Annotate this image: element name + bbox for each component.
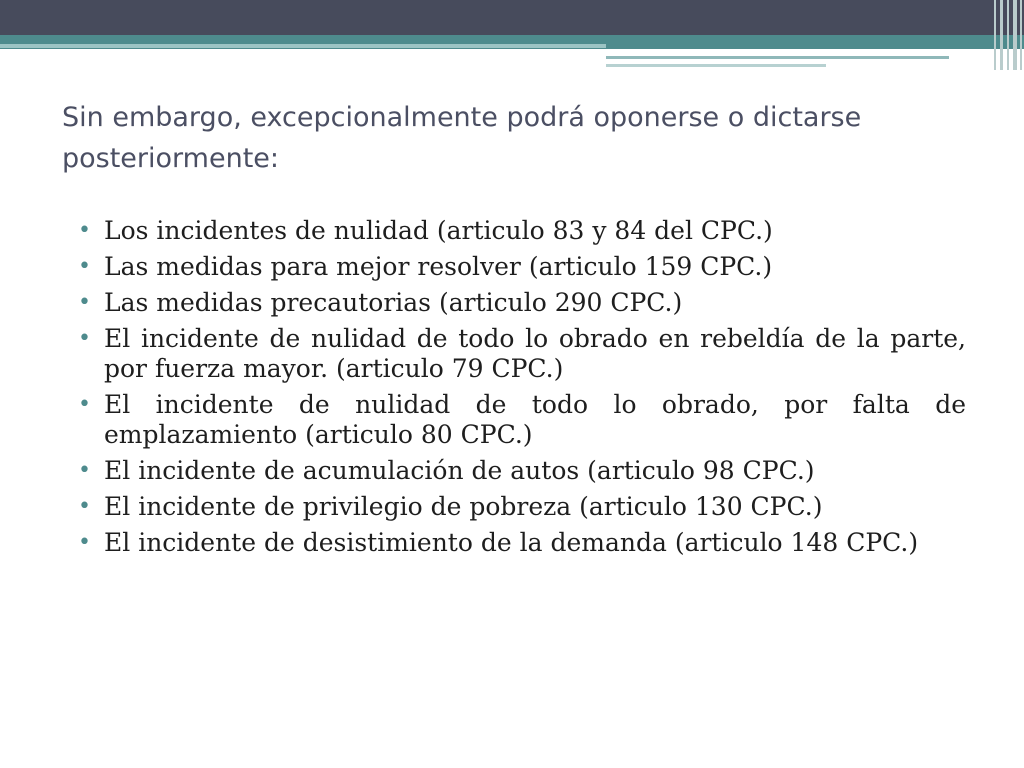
accent-line-lower (606, 64, 826, 67)
bullet-item: • El incidente de privilegio de pobreza (articulo 130 CPC.) (76, 492, 966, 522)
header-band (0, 0, 1024, 35)
bullet-item: • El incidente de nulidad de todo lo obrado, por falta de emplazamiento (articulo 80 CPC.) (76, 390, 966, 450)
accent-line-upper (606, 56, 949, 59)
bullet-item: • Las medidas precautorias (articulo 290 CPC.) (76, 288, 966, 318)
bullet-list (76, 216, 966, 564)
bullet-item: • El incidente de nulidad de todo lo obrado en rebeldía de la parte, por fuerza mayor. (articulo 79 CPC.) (76, 324, 966, 384)
bullet-item: • Las medidas para mejor resolver (articulo 159 CPC.) (76, 252, 966, 282)
light-accent-stripe (0, 44, 606, 48)
corner-decoration (990, 0, 1024, 70)
slide-title: Sin embargo, excepcionalmente podrá oponerse o dictarse posteriormente: (62, 102, 862, 174)
bullet-item: • El incidente de acumulación de autos (articulo 98 CPC.) (76, 456, 966, 486)
bullet-item: • El incidente de desistimiento de la demanda (articulo 148 CPC.) (76, 528, 966, 558)
bullet-item: • Los incidentes de nulidad (articulo 83 y 84 del CPC.) (76, 216, 966, 246)
